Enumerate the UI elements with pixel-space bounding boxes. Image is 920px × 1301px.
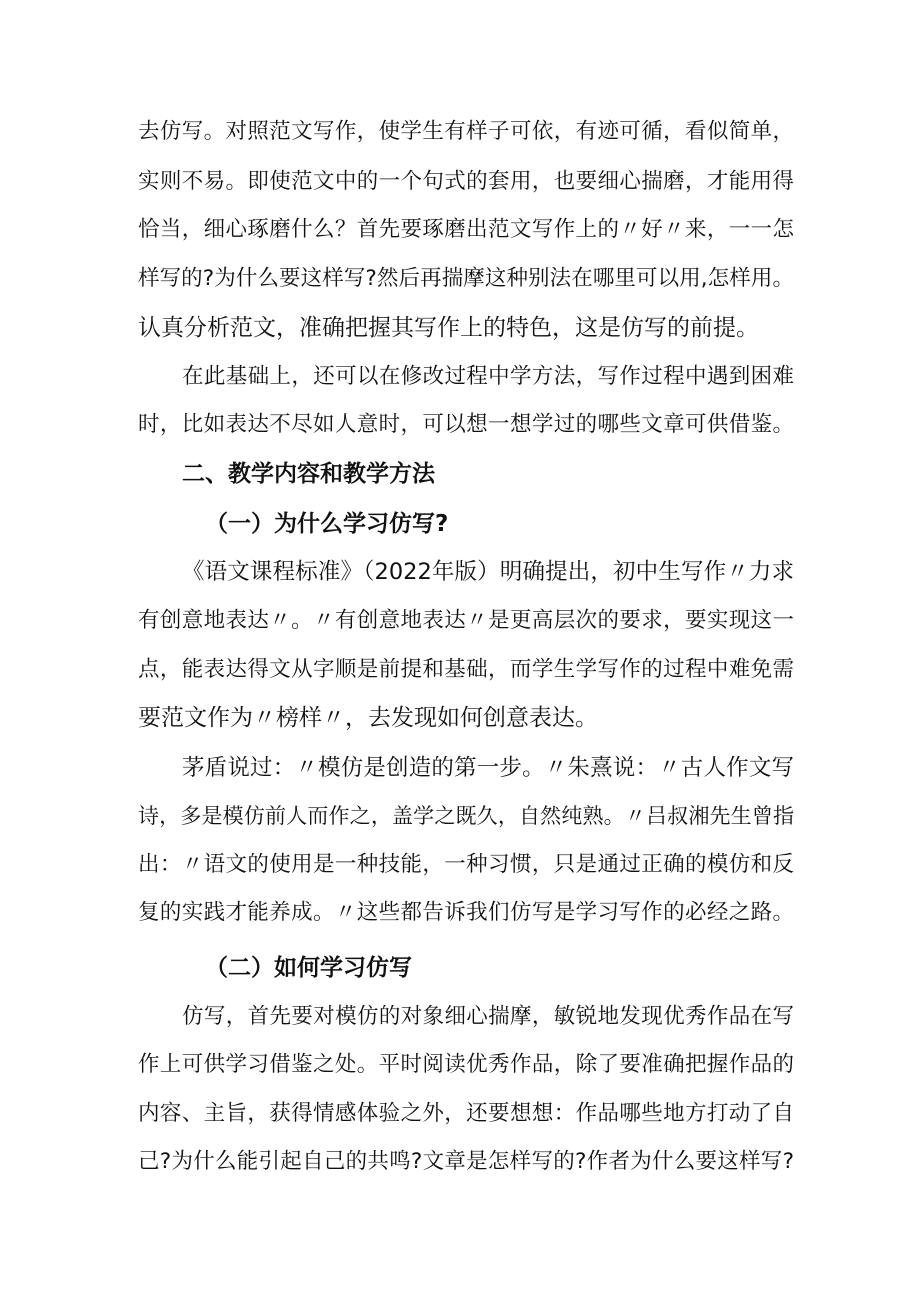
paragraph-5-line-1: 仿写，首先要对模仿的对象细心揣摩，敏锐地发现优秀作品在写 bbox=[182, 1004, 794, 1029]
paragraph-2-line-2: 时，比如表达不尽如人意时，可以想一想学过的哪些文章可供借鉴。 bbox=[138, 412, 794, 437]
paragraph-5-line-4: 己?为什么能引起自己的共鸣?文章是怎样写的?作者为什么要这样写? bbox=[138, 1149, 794, 1174]
paragraph-1-line-4: 样写的?为什么要这样写?然后再揣摩这种别法在哪里可以用,怎样用。 bbox=[138, 266, 794, 291]
paragraph-3-line-4: 要范文作为〃榜样〃，去发现如何创意表达。 bbox=[138, 705, 598, 731]
paragraph-1-line-2: 实则不易。即使范文中的一个句式的套用，也要细心揣磨，才能用得 bbox=[138, 169, 794, 194]
paragraph-3-line-3: 点，能表达得文从字顺是前提和基础，而学生学写作的过程中难免需 bbox=[138, 657, 794, 682]
paragraph-2-line-1: 在此基础上，还可以在修改过程中学方法，写作过程中遇到困难 bbox=[182, 364, 794, 389]
section-heading: 二、教学内容和教学方法 bbox=[182, 461, 435, 487]
paragraph-3-line-1: 《语文课程标准》（2022年版）明确提出，初中生写作〃力求 bbox=[182, 559, 794, 585]
paragraph-4-line-1: 茅盾说过：〃模仿是创造的第一步。〃朱熹说：〃古人作文写 bbox=[182, 755, 794, 781]
paragraph-1-line-1: 去仿写。对照范文写作，使学生有样子可依，有迹可循，看似简单， bbox=[138, 119, 794, 144]
paragraph-4-line-2: 诗，多是模仿前人而作之，盖学之既久，自然纯熟。〃吕叔湘先生曾指 bbox=[138, 804, 794, 828]
paragraph-3-line-2: 有创意地表达〃。〃有创意地表达〃是更高层次的要求，要实现这一 bbox=[138, 608, 794, 633]
paragraph-4-line-3: 出：〃语文的使用是一种技能，一种习惯，只是通过正确的模仿和反 bbox=[138, 852, 794, 877]
paragraph-5-line-3: 内容、主旨，获得情感体验之外，还要想想：作品哪些地方打动了自 bbox=[138, 1101, 794, 1126]
subheading-1: （一）为什么学习仿写? bbox=[205, 511, 449, 537]
paragraph-1-line-3: 恰当，细心琢磨什么？首先要琢磨出范文写作上的〃好〃来，一一怎 bbox=[138, 217, 794, 242]
subheading-2: （二）如何学习仿写 bbox=[205, 955, 412, 981]
paragraph-5-line-2: 作上可供学习借鉴之处。平时阅读优秀作品，除了要准确把握作品的 bbox=[138, 1052, 794, 1077]
paragraph-4-line-4: 复的实践才能养成。〃这些都告诉我们仿写是学习写作的必经之路。 bbox=[138, 900, 794, 925]
paragraph-1-line-5: 认真分析范文，准确把握其写作上的特色，这是仿写的前提。 bbox=[138, 315, 759, 341]
